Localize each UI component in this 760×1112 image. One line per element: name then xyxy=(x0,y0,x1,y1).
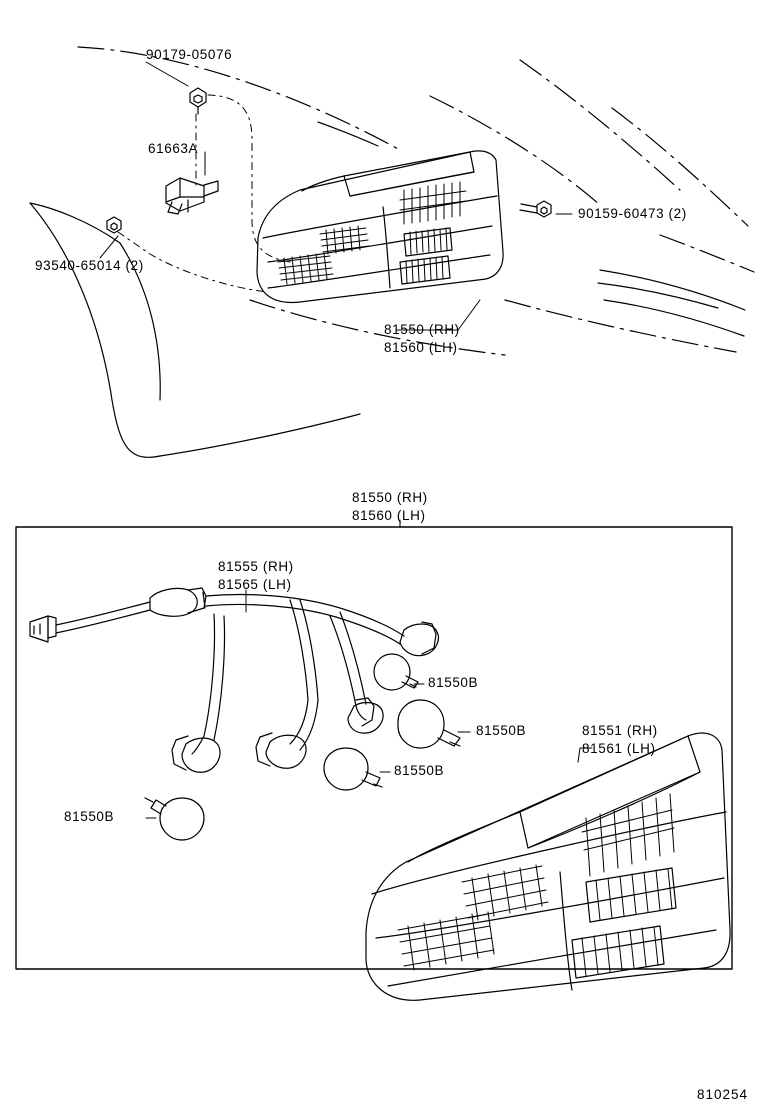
callout-bulb-3: 81550B xyxy=(394,763,445,778)
bulb-group-1 xyxy=(374,654,418,690)
wire-harness xyxy=(30,588,438,772)
callout-bulb-2: 81550B xyxy=(476,723,527,738)
socket-61663a xyxy=(166,178,218,214)
fastener-90159 xyxy=(520,201,551,217)
callout-lamp-assy-rh: 81550 (RH) xyxy=(384,322,460,337)
fastener-93540 xyxy=(107,217,121,233)
callout-socket-61663a: 61663A xyxy=(148,141,199,156)
callout-nut-93540: 93540-65014 (2) xyxy=(35,258,144,273)
bulb-group-2 xyxy=(398,700,460,748)
sheet-code: 810254 xyxy=(696,1087,748,1102)
body-trim-curves xyxy=(318,122,745,336)
callout-screw-90159: 90159-60473 (2) xyxy=(578,206,687,221)
callout-lamp-assy-lh: 81560 (LH) xyxy=(384,340,458,355)
bulb-group-3 xyxy=(324,748,382,790)
callout-wire-harness-rh: 81555 (RH) xyxy=(218,559,294,574)
bulb-group-4 xyxy=(145,798,204,840)
callout-bulb-4: 81550B xyxy=(64,809,115,824)
callout-lens-lh: 81561 (LH) xyxy=(582,741,656,756)
panel-header-rh: 81550 (RH) xyxy=(352,490,428,505)
callout-wire-harness-lh: 81565 (LH) xyxy=(218,577,292,592)
lamp-assembly-upper xyxy=(257,151,503,303)
callout-lens-rh: 81551 (RH) xyxy=(582,723,658,738)
fastener-90179 xyxy=(190,88,206,114)
leader-lines-upper xyxy=(100,62,572,330)
quarter-panel-contour xyxy=(30,203,360,457)
panel-header-lh: 81560 (LH) xyxy=(352,508,426,523)
callout-bulb-1: 81550B xyxy=(428,675,479,690)
callout-screw-90179: 90179-05076 xyxy=(146,47,233,62)
